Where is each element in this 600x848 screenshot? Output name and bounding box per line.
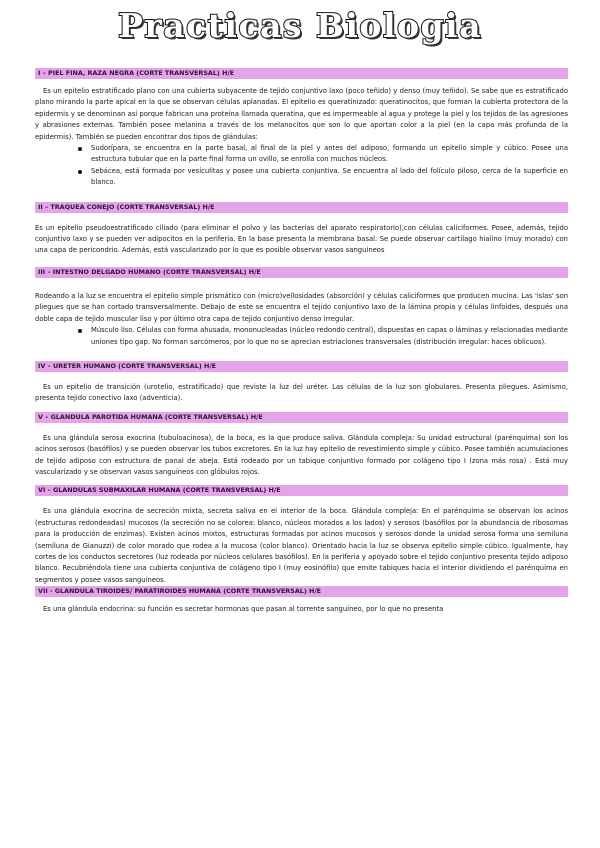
- document-body: [35, 68, 568, 616]
- section-paragraph-ureter: Es un epitelio de transición (urotelio, estratificado) que reviste la luz del uréter. Las células de la luz son globulares. Presenta pliegues. Asimismo, presenta tejido conectivo laxo (adventicia).: [35, 382, 568, 403]
- bullet-list-intestino: [35, 325, 568, 348]
- section-paragraph-parotida: Es una glándula serosa exocrina (tubuloacinosa), de la boca, es la que produce saliva. Glándula compleja: Su unidad estructural (parénquima) son los acinos serosos (basófilos) y se pueden observar los tubos excretores. En la luz hay epitelio de revestimiento simple y cúbico. Posee también acumulaciones de tejido adiposo con estructura de panal de abeja. Está rodeado por un tabique conjuntivo formado por colágeno tipo I (zona más rosa) . Está muy vascularizado y se observan vasos sanguíneos con glóbulos rojos.: [35, 433, 568, 476]
- section-paragraph-tiroides: Es una glándula endocrina: su función es secretar hormonas que pasan al torrente sanguíneo, por lo que no presenta: [43, 605, 444, 614]
- section-header-submaxilar: VI – GLANDULAS SUBMAXILAR HUMANA (CORTE TRANSVERSAL) H/E: [35, 485, 568, 496]
- page-title: Practicas Biologia: [118, 6, 482, 45]
- section-paragraph-traquea: Es un epitelio pseudoestratificado ciliado (para eliminar el polvo y las bacterias del aparato respiratorio),con células caliciformes. Posee, además, tejido conjuntivo laxo y se pueden ver adipocitos en la periferia. En la base presenta la membrana basal. Se puede observar cartílago hialino (muy morado) con una capa de pericondrio. Además, está vascularizado por lo que es posible observar vasos sanguíneos: [35, 223, 568, 255]
- section-header-ureter: IV – URETER HUMANO (CORTE TRANSVERSAL) H/E: [35, 361, 568, 372]
- list-item: Sebácea, está formada por vesículitas y posee una cubierta conjuntiva. Se encuentra al lado del folículo piloso, cerca de la superficie en blanco.: [91, 166, 568, 189]
- section-paragraph-intestino: Rodeando a la luz se encuentra el epitelio simple prismático con (micro)vellosidades (absorción) y células caliciformes que producen mucina. Las 'islas' son pliegues que se han cortado transversalmente. Debajo de este se encuentra el tejido conjuntivo laxo de la lámina propia y células linfoides, después una doble capa de tejido muscular liso y por último otra capa de tejido conjuntivo denso irregular.: [35, 291, 568, 323]
- section-header-traquea: II – TRAQUEA CONEJO (CORTE TRANSVERSAL) H/E: [35, 202, 568, 213]
- section-paragraph-submaxilar: Es una glándula exocrina de secreción mixta, secreta saliva en el interior de la boca. Glándula compleja: En el parénquima se observan los acinos (estructuras redondeadas) mucosos (la secreción no se colorea: blanco, núcleos morados a los lados) y serosos (basófilos por la abundancia de ribosomas para la producción de enzimas). Existen acinos mixtos, estructuras formadas por acinos mucosos y serosos donde la unidad serosa forma una semiluna (semiluna de Gianuzzi) de color morado que rodea a la mucosa (color blanco). Orientado hacia la luz se observa epitelio simple cúbico. Igualmente, hay cortes de los conductos secretores (luz rodeada por núcleos celulares basófilos). En la periferia y apoyado sobre el tejido conjuntivo presenta tejido adiposo blanco. Recubriéndola tiene una cubierta conjuntiva de colágeno tipo I (muy eosinófilo) que emite tabiques hacia el interior dividiendo el parénquima en segmentos y posee vasos sanguíneos.: [35, 507, 568, 584]
- section-header-tiroides: VII - GLANDULA TIROIDES/ PARATIROIDES HUMANA (CORTE TRANSVERSAL) H/E: [35, 586, 568, 597]
- list-item: Sudorípara, se encuentra en la parte basal, al final de la piel y antes del adiposo, formando un epitelio simple y cúbico. Posee una estructura tubular que en la parte final forma un ovillo, se enrolla con muchos núcleos.: [91, 143, 568, 166]
- list-item: Músculo liso. Células con forma ahusada, mononucleadas (núcleo redondo central), dispuestas en capas o láminas y relacionadas mediante uniones tipo gap. No forman sarcómeros, por lo que no se aprecian estriaciones transversales (distribución irregular: haces oblicuos).: [91, 325, 568, 348]
- section-header-intestino: III – INTESTNO DELGADO HUMANO (CORTE TRANSVERSAL) H/E: [35, 267, 568, 278]
- section-header-parotida: V – GLANDULA PAROTIDA HUMANA (CORTE TRANSVERSAL) H/E: [35, 412, 568, 423]
- section-paragraph-piel: Es un epitelio estratificado plano con una cubierta subyacente de tejido conjuntivo laxo (poco teñido) y denso (muy teñido). Se sabe que es estratificado plano mirando la parte apical en la que se observan células aplanadas. El epitelio es queratinizado: queratinocitos, que forman la cubierta protectora de la epidermis y se denominan así porque fabrican una proteína llamada queratina, que es impermeable al agua y protege la piel y los tejidos de las agresiones y abrasiones externas. También posee melanina a través de los melanocitos que son lo que aportan color a la piel (en la capa más profunda de la epidermis). También se pueden encontrar dos tipos de glándulas:: [35, 87, 568, 141]
- section-header-piel: I – PIEL FINA, RAZA NEGRA (CORTE TRANSVERSAL) H/E: [35, 68, 568, 79]
- bullet-list-piel: [35, 143, 568, 189]
